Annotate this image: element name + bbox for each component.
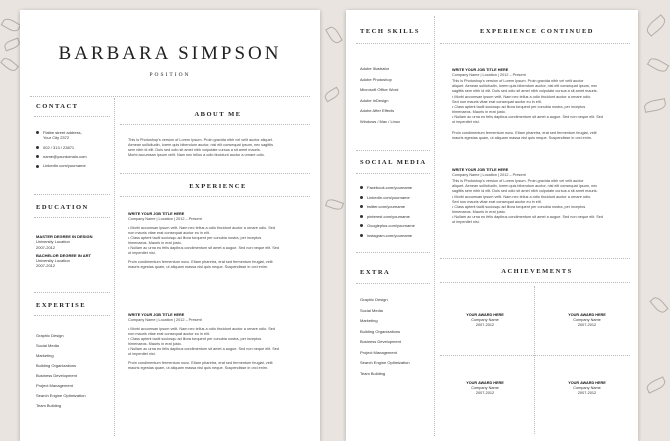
divider: [356, 43, 430, 44]
job-bullet: • Nullam ac urna eu felis dapibus condimentum sit amet a augue. Sed non neque elit. Sed: [128, 246, 279, 250]
social-media-heading: SOCIAL MEDIA: [360, 159, 427, 166]
job-closing: mauris egestas quam, ut aliquam massa nisl quis neque. Suspendisse in orci enim.: [128, 366, 268, 370]
contact-item: [36, 163, 112, 168]
extra-item: Graphic Design: [360, 297, 388, 302]
social-label: twitter.com/yourname: [367, 204, 406, 209]
location-icon: [36, 131, 39, 134]
divider: [30, 96, 310, 97]
divider: [356, 283, 430, 284]
job-bullet: non mauris vitae erat consequat auctor eu in elit.: [128, 231, 210, 235]
job-bullet: Sed non mauris vitae erat consequat auctor eu in elit.: [452, 100, 542, 104]
job-intro: This is Photoshop's version of Lorem Ipsum. Proin gravida nibh vel velit auctor: [452, 79, 584, 83]
divider: [440, 282, 630, 283]
award-years: 2007-2012: [475, 391, 495, 395]
job-bullet: • Morbi accumsan ipsum velit. Nam nec tellus a odio tincidunt auctor a ornare odio. Sed: [128, 327, 275, 331]
job-bullet: • Nullam ac urna eu felis dapibus condimentum sit amet a augue. Sed non neque elit. Sed: [128, 347, 279, 351]
divider: [34, 116, 110, 117]
divider: [440, 355, 630, 356]
social-item[interactable]: [360, 231, 434, 241]
resume-name: BARBARA SIMPSON: [58, 43, 282, 64]
job-bullet: non mauris vitae erat consequat auctor eu in elit.: [128, 332, 210, 336]
award-company: Company Name: [471, 318, 499, 322]
education-years: 2007-2012: [36, 244, 56, 250]
job-title: WRITE YOUR JOB TITLE HERE: [452, 68, 509, 72]
address-line: Flatbe street address,: [43, 130, 82, 135]
tech-skill-item: Adobe Illustrator: [360, 66, 390, 71]
divider: [34, 194, 110, 195]
award-years: 2007-2012: [475, 323, 495, 327]
divider: [356, 173, 430, 174]
social-label: LinkedIn.com/yourname: [367, 194, 410, 200]
job-closing: Proin condimentum fermentum nunc. Etiam pharetra, erat sed fermentum feugiat, velit: [128, 260, 273, 264]
social-item[interactable]: [360, 202, 434, 212]
award-company: Company Name: [573, 386, 601, 390]
extra-item: Social Media: [360, 307, 383, 313]
job-bullet: • Class aptent taciti sociosqu ad litora torquent per conubia nostra, per inceptos: [452, 105, 586, 109]
job-closing: Proin condimentum fermentum nunc. Etiam pharetra, erat sed fermentum feugiat, velit: [452, 131, 597, 135]
job-entry: [452, 68, 603, 141]
column-divider: [114, 98, 115, 436]
expertise-item: Search Engine Optimization: [36, 393, 86, 398]
job-title: WRITE YOUR JOB TITLE HERE: [128, 212, 185, 216]
job-closing: Proin condimentum fermentum nunc. Etiam pharetra, erat sed fermentum feugiat, velit: [128, 361, 273, 365]
expertise-item: Marketing: [36, 353, 54, 358]
job-closing: mauris egestas quam, ut aliquam massa nisl quis neque. Suspendisse in orci enim.: [128, 265, 268, 269]
tech-skill-item: Adobe Photoshop: [360, 76, 392, 82]
tech-skills-list: [360, 64, 434, 127]
about-heading: ABOUT ME: [194, 111, 242, 118]
tech-skill-item: Adobe InDesign: [360, 97, 389, 103]
award-company: Company Name: [573, 318, 601, 322]
divider: [440, 258, 630, 259]
extra-item: Team Building: [360, 370, 386, 376]
award-title: YOUR AWARD HERE: [568, 313, 606, 317]
job-bullet: Sed non mauris vitae erat consequat auctor eu in elit.: [452, 200, 542, 204]
contact-item: [36, 154, 112, 159]
extra-item: Building Organizations: [360, 328, 401, 334]
pinterest-icon: [360, 215, 363, 218]
about-line: This is Photoshop's version of Lorem Ipsum. Proin gravida nibh vel velit auctor aliquet.: [128, 138, 273, 142]
resume-page-1: [20, 10, 320, 441]
job-bullet: • Nullam ac urna eu felis dapibus condimentum sit amet a augue. Sed non neque elit. Sed: [452, 215, 603, 219]
job-bullet: • Class aptent taciti sociosqu ad litora torquent per conubia nostra, per inceptos: [128, 337, 262, 341]
divider: [34, 315, 110, 316]
experience-heading: EXPERIENCE: [189, 183, 247, 190]
expertise-item: Social Media: [36, 343, 59, 348]
education-list: [36, 234, 112, 269]
job-bullet: • Morbi accumsan ipsum velit. Nam nec tellus a odio tincidunt auctor a ornare odio.: [452, 195, 592, 199]
job-bullet: • Morbi accumsan ipsum velit. Nam nec tellus a odio tincidunt auctor a ornare odio.: [452, 95, 592, 99]
social-item[interactable]: [360, 183, 434, 193]
job-bullet: himenaeos. Mauris in erat justo.: [452, 210, 506, 214]
job-bullet: • Class aptent taciti sociosqu ad litora torquent per conubia nostra, per inceptos: [128, 236, 262, 240]
mail-icon: [36, 155, 39, 158]
expertise-item: Project Management: [36, 383, 73, 388]
expertise-item: Graphic Design: [36, 333, 64, 338]
education-degree: BACHELOR DEGREE IN ART: [36, 252, 91, 258]
job-title: WRITE YOUR JOB TITLE HERE: [128, 313, 185, 317]
education-school: University Location: [36, 239, 70, 245]
job-bullet: • Class aptent taciti sociosqu ad litora torquent per conubia nostra, per inceptos: [452, 205, 586, 209]
job-bullet: ut imperdiet nisi.: [452, 220, 480, 224]
divider: [120, 196, 310, 197]
award-item: [430, 313, 540, 328]
expertise-item: Team Building: [36, 403, 62, 408]
job-bullet: ut imperdiet nisi.: [128, 352, 156, 356]
divider: [356, 150, 430, 151]
experience-continued-heading: EXPERIENCE CONTINUED: [480, 28, 594, 35]
about-text: [128, 138, 273, 158]
extra-list: [360, 295, 434, 379]
job-intro: aliquet. Aenean sollicitudin, lorem quis bibendum auctor, nisi elit consequat ipsum, nec: [452, 184, 598, 188]
email-text: name@yourdomain.com: [43, 153, 87, 159]
linkedin-icon: [36, 165, 39, 168]
column-divider: [434, 16, 435, 436]
job-company: Company Name | Location | 2012 – Present: [452, 173, 526, 177]
googleplus-icon: [360, 224, 363, 227]
extra-heading: EXTRA: [360, 269, 391, 276]
divider: [440, 43, 630, 44]
contact-list: [36, 130, 112, 168]
social-item[interactable]: [360, 193, 434, 203]
achievements-heading: ACHIEVEMENTS: [501, 268, 573, 275]
award-item: [532, 381, 638, 396]
award-title: YOUR AWARD HERE: [568, 381, 606, 385]
education-years: 2007-2012: [36, 263, 56, 269]
twitter-icon: [360, 205, 363, 208]
tech-skill-item: Windows / Mac / Linux: [360, 118, 401, 124]
tech-skill-item: Adobe After Effects: [360, 108, 395, 113]
resume-page-2: [346, 10, 638, 441]
job-bullet: himenaeos. Mauris in erat justo.: [128, 342, 182, 346]
job-bullet: ut imperdiet nisi.: [452, 120, 480, 124]
facebook-icon: [360, 186, 363, 189]
extra-item: Business Development: [360, 339, 401, 344]
linkedin-text: LinkedIn.com/yourname: [43, 163, 86, 169]
award-title: YOUR AWARD HERE: [466, 381, 504, 385]
divider: [120, 173, 310, 174]
social-label: Facebook.com/yourname: [367, 185, 413, 190]
social-media-list: [360, 183, 434, 240]
award-item: [532, 313, 638, 328]
extra-item: Project Management: [360, 349, 397, 355]
award-years: 2007-2012: [577, 323, 597, 327]
job-bullet: ut imperdiet nisi.: [128, 251, 156, 255]
contact-item: [36, 145, 112, 150]
instagram-icon: [360, 234, 363, 237]
education-degree: MASTER DEGREE IN DESIGN: [36, 234, 93, 239]
resume-position: POSITION: [149, 72, 191, 78]
job-intro: aliquet. Aenean sollicitudin, lorem quis bibendum auctor, nisi elit consequat ipsum, nec: [452, 84, 598, 88]
contact-heading: CONTACT: [36, 103, 79, 110]
social-item[interactable]: [360, 221, 434, 231]
job-intro: This is Photoshop's version of Lorem Ipsum. Proin gravida nibh vel velit auctor: [452, 179, 584, 183]
job-closing: mauris egestas quam, ut aliquam massa nisl quis neque. Suspendisse in orci enim.: [452, 136, 592, 140]
job-intro: sagittis sem nibh id elit. Duis sed odio sit amet nibh vulputate cursus a sit amet mauris.: [452, 189, 598, 193]
social-label: instagram.com/yourname: [367, 232, 413, 238]
job-entry: [128, 313, 279, 371]
address-line: Your City 2372: [43, 135, 70, 141]
divider: [34, 292, 110, 293]
phone-text: 002 / 313 / 23871: [43, 144, 75, 150]
about-line: Aenean sollicitudin, lorem quis bibendum auctor, nisi elit consequat ipsum, nec sagittis: [128, 143, 273, 147]
social-label: Googleplus.com/yourname: [367, 223, 415, 228]
about-line: Morbi accumsan ipsum velit. Nam nec tellus a odio tincidunt auctor a ornare odio.: [128, 153, 265, 157]
divider: [534, 286, 535, 434]
expertise-heading: EXPERTISE: [36, 302, 87, 309]
job-entry: [128, 212, 279, 270]
divider: [120, 124, 310, 125]
job-bullet: • Morbi accumsan ipsum velit. Nam nec tellus a odio tincidunt auctor a ornare odio. Sed: [128, 226, 275, 230]
divider: [356, 252, 430, 253]
about-line: sem nibh id elit. Duis sed odio sit amet nibh vulputate cursus a sit amet mauris.: [128, 148, 261, 152]
expertise-item: Business Development: [36, 373, 77, 378]
award-item: [430, 381, 540, 396]
job-company: Company Name | Location | 2012 – Present: [452, 73, 526, 77]
extra-item: Marketing: [360, 318, 378, 323]
tech-skill-item: Microsoft Office Word: [360, 87, 399, 92]
award-company: Company Name: [471, 386, 499, 390]
job-entry: [452, 168, 603, 225]
job-bullet: • Nullam ac urna eu felis dapibus condimentum sit amet a augue. Sed non neque elit. Sed: [452, 115, 603, 119]
social-label: pinterest.com/yourname: [367, 213, 410, 219]
job-intro: sagittis sem nibh id elit. Duis sed odio sit amet nibh vulputate cursus a sit amet mauris.: [452, 89, 598, 93]
linkedin-icon: [360, 196, 363, 199]
divider: [34, 217, 110, 218]
job-title: WRITE YOUR JOB TITLE HERE: [452, 168, 509, 172]
job-company: Company Name | Location | 2012 – Present: [128, 217, 202, 221]
expertise-list: [36, 331, 112, 411]
award-title: YOUR AWARD HERE: [466, 313, 504, 317]
expertise-item: Building Organizations: [36, 363, 77, 368]
job-bullet: himenaeos. Mauris in erat justo.: [128, 241, 182, 245]
job-bullet: himenaeos. Mauris in erat justo.: [452, 110, 506, 114]
social-item[interactable]: [360, 212, 434, 222]
tech-skills-heading: TECH SKILLS: [360, 28, 421, 35]
job-company: Company Name | Location | 2012 – Present: [128, 318, 202, 322]
extra-item: Search Engine Optimization: [360, 360, 410, 365]
phone-icon: [36, 146, 39, 149]
education-heading: EDUCATION: [36, 204, 89, 211]
award-years: 2007-2012: [577, 391, 597, 395]
education-school: University Location: [36, 258, 70, 264]
